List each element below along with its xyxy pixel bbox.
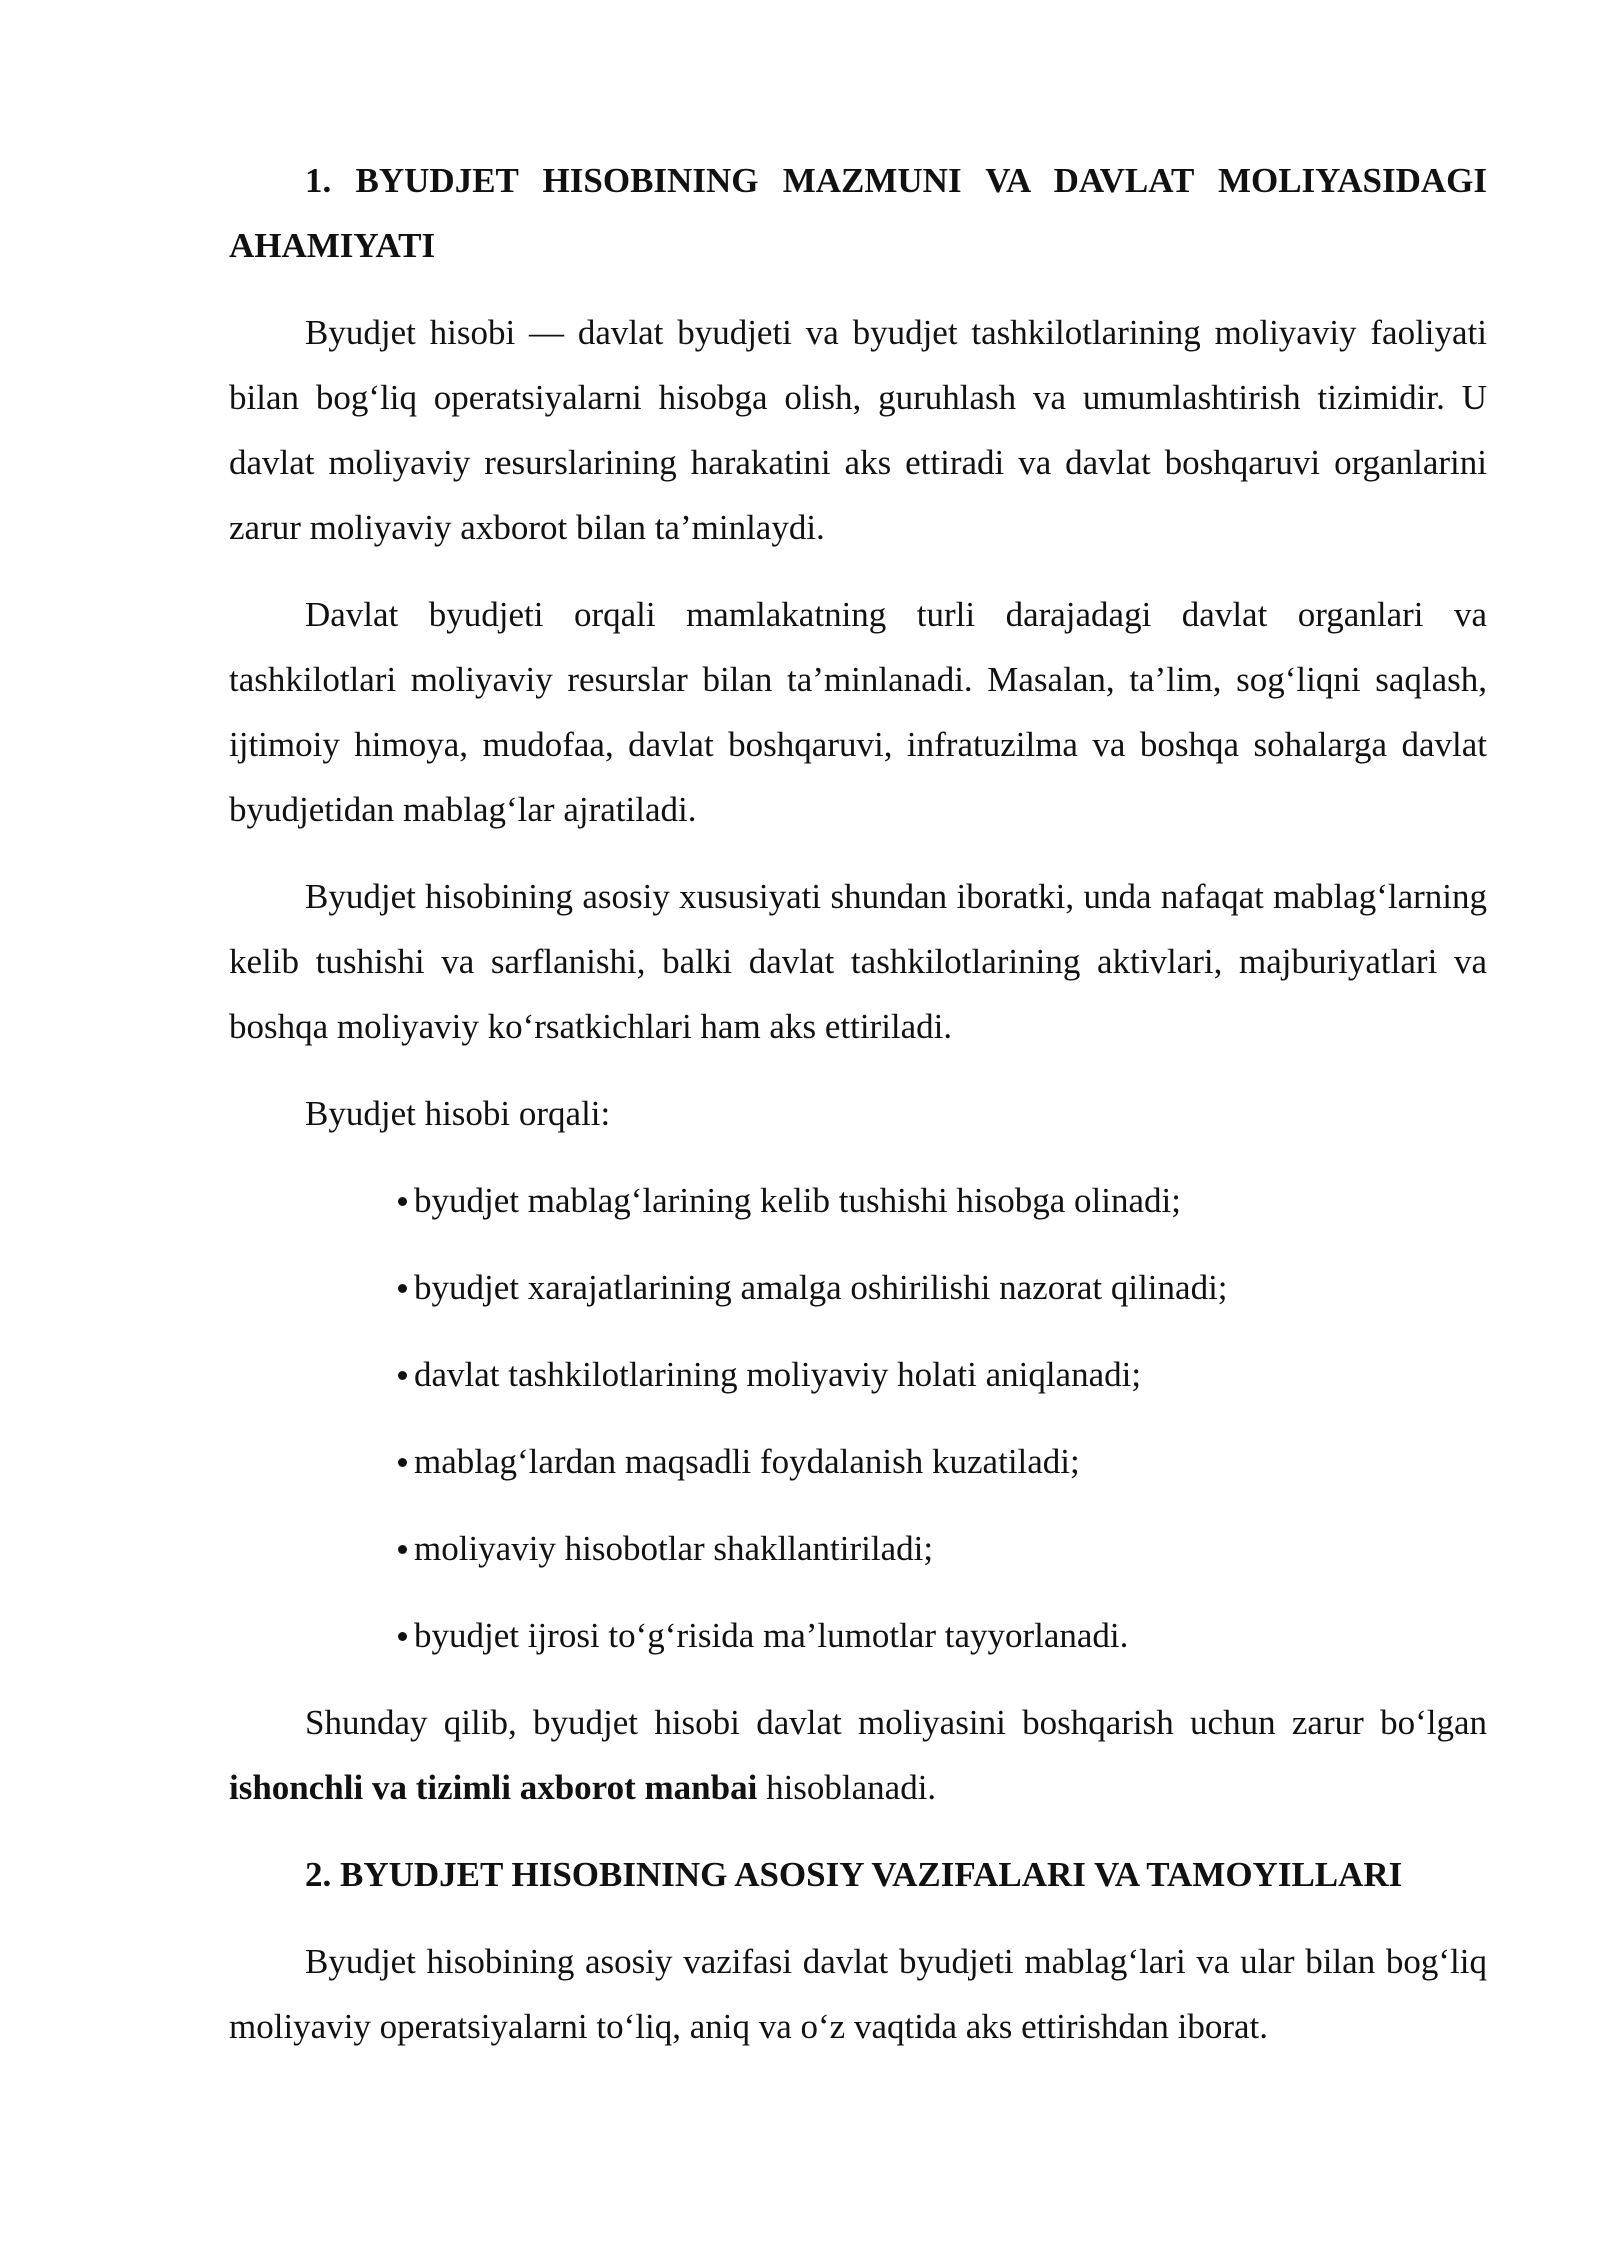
list-item [398,1516,1487,1581]
list-item-text: davlat tashkilotlarining moliyaviy holati aniqlanadi; [414,1355,1142,1394]
bullet-icon [398,1284,407,1293]
list-item [398,1603,1487,1668]
section-1-heading: 1. BYUDJET HISOBINING MAZMUNI VA DAVLAT MOLIYASIDAGI AHAMIYATI [229,161,1487,265]
section-1-paragraph-2: Davlat byudjeti orqali mamlakatning turli darajadagi davlat organlari va tashkilotlari moliyaviy resurslar bilan ta’minlanadi. Masalan, ta’lim, sog‘liqni saqlash, ijtimoiy himoya, mudofaa, davlat boshqaruvi, infratuzilma va boshqa sohalarga davlat byudjetidan mablag‘lar ajratiladi. [229,595,1487,829]
list-item [398,1429,1487,1494]
conclusion-text-start: Shunday qilib, byudjet hisobi davlat moliyasini boshqarish uchun zarur bo‘lgan [305,1703,1487,1742]
bullet-icon [398,1197,407,1206]
section-1-paragraph-3: Byudjet hisobining asosiy xususiyati shundan iboratki, unda nafaqat mablag‘larning kelib tushishi va sarflanishi, balki davlat tashkilotlarining aktivlari, majburiyatlari va boshqa moliyaviy ko‘rsatkichlari ham aks ettiriladi. [229,877,1487,1046]
list-item-text: moliyaviy hisobotlar shakllantiriladi; [414,1529,934,1568]
section-1-conclusion [229,1690,1487,1820]
conclusion-text-end: hisoblanadi. [757,1768,937,1807]
section-2-paragraph-1: Byudjet hisobining asosiy vazifasi davlat byudjeti mablag‘lari va ular bilan bog‘liq moliyaviy operatsiyalarni to‘liq, aniq va o‘z vaqtida aks ettirishdan iborat. [229,1942,1487,2046]
list-item-text: byudjet ijrosi to‘g‘risida ma’lumotlar tayyorlanadi. [414,1616,1129,1655]
list-item-text: mablag‘lardan maqsadli foydalanish kuzatiladi; [414,1442,1080,1481]
list-item [398,1255,1487,1320]
section-2-heading: 2. BYUDJET HISOBINING ASOSIY VAZIFALARI VA TAMOYILLARI [305,1855,1403,1894]
bullet-icon [398,1632,407,1641]
bullet-list [229,1168,1487,1668]
list-intro: Byudjet hisobi orqali: [305,1094,611,1133]
list-item-text: byudjet mablag‘larining kelib tushishi hisobga olinadi; [414,1181,1181,1220]
bullet-icon [398,1371,407,1380]
list-item-text: byudjet xarajatlarining amalga oshirilishi nazorat qilinadi; [414,1268,1228,1307]
section-1-paragraph-1: Byudjet hisobi — davlat byudjeti va byudjet tashkilotlarining moliyaviy faoliyati bilan bog‘liq operatsiyalarni hisobga olish, guruhlash va umumlashtirish tizimidir. U davlat moliyaviy resurslarining harakatini aks ettiradi va davlat boshqaruvi organlarini zarur moliyaviy axborot bilan ta’minlaydi. [229,313,1487,547]
conclusion-bold-text: ishonchli va tizimli axborot manbai [229,1768,758,1807]
bullet-icon [398,1458,407,1467]
document-page [229,148,1487,2081]
bullet-icon [398,1545,407,1554]
list-item [398,1168,1487,1233]
list-item [398,1342,1487,1407]
